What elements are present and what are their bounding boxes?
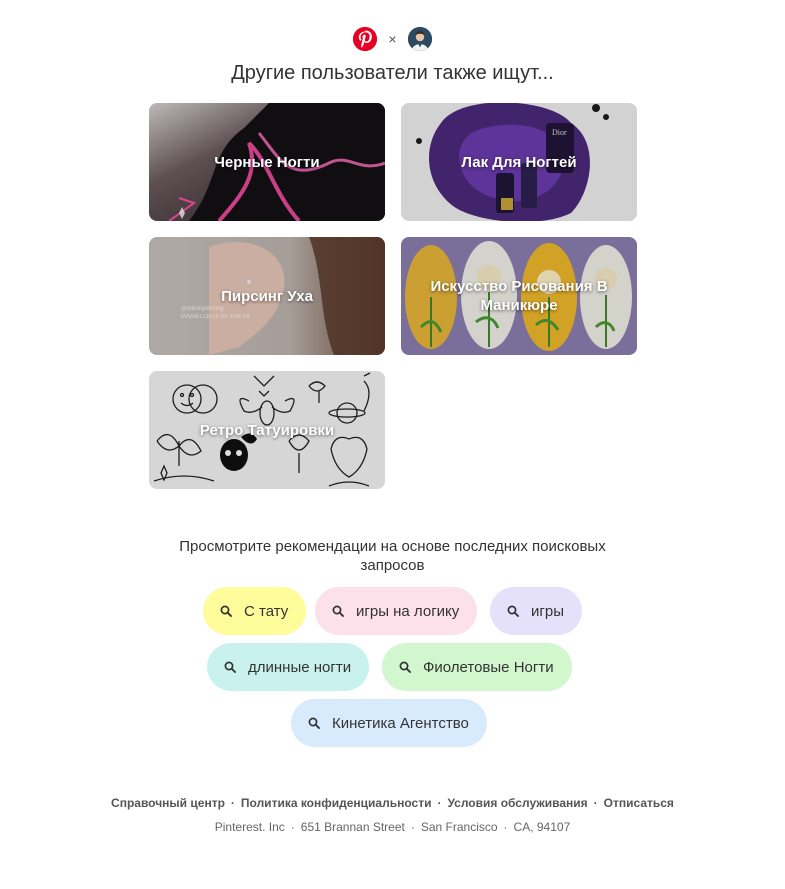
avatar[interactable] [408, 27, 432, 51]
chip-label: игры на логику [356, 602, 460, 620]
search-icon [224, 661, 236, 673]
separator: × [388, 31, 397, 47]
pinterest-logo-icon[interactable] [353, 27, 377, 51]
search-icon [332, 605, 344, 617]
chip-label: длинные ногти [248, 658, 352, 676]
search-chip-games[interactable] [490, 587, 582, 635]
city: San Francisco [420, 820, 498, 834]
unsubscribe-link[interactable]: Отписаться [603, 796, 674, 810]
street-address: 651 Brannan Street [300, 820, 405, 834]
terms-of-service-link[interactable]: Условия обслуживания [447, 796, 588, 810]
company-name: Pinterest. Inc [214, 820, 285, 834]
tile-label: Лак Для Ногтей [461, 153, 577, 171]
tile-label: Искусство Рисования В Маникюре [430, 278, 608, 314]
recommendations-title: Просмотрите рекомендации на основе последних поисковых запросов [179, 538, 606, 574]
chip-label: игры [531, 602, 564, 620]
tile-retro-tattoos[interactable] [149, 371, 385, 489]
search-icon [308, 717, 320, 729]
svg-text:Dior: Dior [552, 128, 567, 137]
svg-text:@billionpiercing: @billionpiercing [181, 306, 224, 312]
search-chip-logic-games[interactable] [315, 587, 477, 635]
tile-ear-piercing[interactable] [149, 237, 385, 355]
chip-label: Фиолетовые Ногти [423, 658, 554, 676]
search-icon [220, 605, 232, 617]
svg-text:MARIELOU15 for 15% off: MARIELOU15 for 15% off [181, 314, 250, 320]
privacy-policy-link[interactable]: Политика конфиденциальности [240, 796, 432, 810]
chip-label: С тату [244, 602, 289, 620]
tile-nail-polish[interactable] [401, 103, 637, 221]
search-icon [507, 605, 519, 617]
tile-label: Черные Ногти [214, 153, 320, 171]
search-chip-kinetika-agency[interactable] [291, 699, 487, 747]
search-icon [399, 661, 411, 673]
tile-nail-art[interactable] [401, 237, 637, 355]
search-chip-long-nails[interactable] [207, 643, 369, 691]
tile-label: Ретро Татуировки [199, 421, 335, 439]
state-zip: CA, 94107 [513, 820, 571, 834]
help-center-link[interactable]: Справочный центр [111, 796, 225, 810]
footer-links: Справочный центр · Политика конфиденциальности · Условия обслуживания · Отписаться [111, 796, 674, 810]
search-chip-purple-nails[interactable] [382, 643, 572, 691]
tile-black-nails[interactable] [149, 103, 385, 221]
header-logos [0, 27, 785, 51]
search-chip-tattoo[interactable] [203, 587, 306, 635]
section-title: Другие пользователи также ищут... [231, 62, 554, 84]
tile-label: Пирсинг Уха [221, 287, 313, 305]
chip-label: Кинетика Агентство [332, 714, 469, 732]
footer-address: Pinterest. Inc · 651 Brannan Street · San Francisco · CA, 94107 [214, 820, 571, 834]
